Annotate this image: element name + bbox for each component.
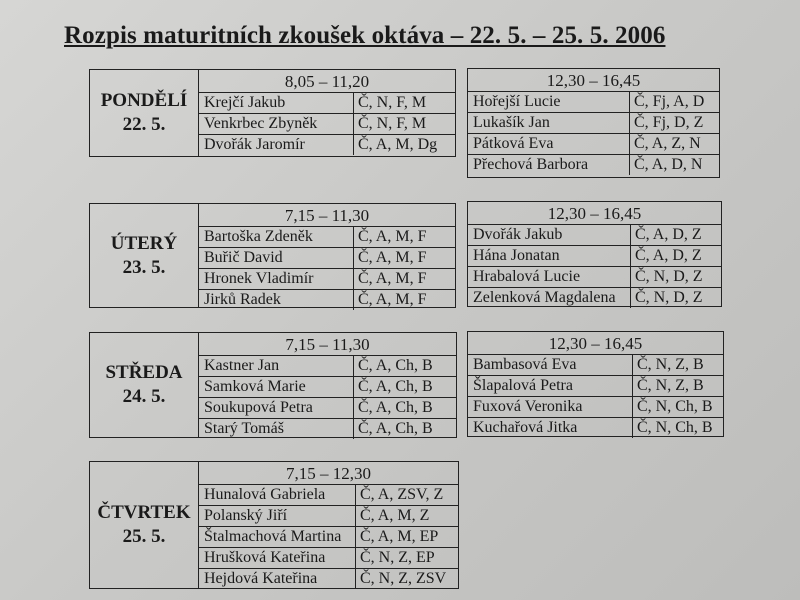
student-name: Hrušková Kateřina	[199, 548, 356, 568]
day-name: ÚTERÝ	[110, 232, 178, 254]
exam-subjects: Č, A, D, Z	[635, 226, 702, 243]
exam-subjects: Č, A, M, F	[358, 228, 427, 245]
table-row	[468, 287, 721, 308]
day-name: STŘEDA	[105, 362, 183, 383]
student-name: Bambasová Eva	[468, 355, 633, 375]
table-row	[199, 356, 456, 376]
student-name: Venkrbec Zbyněk	[199, 114, 354, 134]
table-row	[199, 113, 455, 134]
exam-subjects: Č, N, Z, B	[637, 377, 704, 394]
student-name: Lukašík Jan	[468, 113, 630, 133]
session-table-wednesday-pm	[467, 331, 724, 437]
exam-subjects: Č, N, Ch, B	[637, 398, 713, 415]
table-row	[199, 247, 455, 268]
table-row	[468, 154, 719, 175]
student-name: Pátková Eva	[468, 134, 630, 154]
session-table-tuesday-am	[198, 203, 456, 308]
exam-subjects: Č, Fj, A, D	[634, 93, 705, 110]
student-name: Štalmachová Martina	[199, 527, 356, 547]
table-row	[468, 375, 723, 396]
student-name: Soukupová Petra	[199, 398, 354, 418]
student-name: Přechová Barbora	[468, 155, 630, 175]
day-date: 22. 5.	[122, 114, 166, 135]
table-row	[199, 397, 456, 418]
table-row	[199, 505, 458, 526]
exam-subjects: Č, A, M, EP	[360, 528, 439, 545]
session-table-tuesday-pm	[467, 201, 722, 307]
day-name: PONDĚLÍ	[100, 90, 188, 111]
exam-subjects: Č, A, D, Z	[635, 247, 702, 264]
session-time: 7,15 – 11,30	[199, 333, 456, 356]
day-date: 23. 5.	[122, 256, 166, 278]
day-date: 24. 5.	[122, 386, 166, 407]
session-time: 12,30 – 16,45	[468, 69, 719, 92]
exam-subjects: Č, N, Ch, B	[637, 419, 713, 436]
table-row	[199, 289, 455, 310]
exam-subjects: Č, N, F, M	[358, 115, 427, 132]
student-name: Dvořák Jakub	[468, 225, 631, 245]
table-row	[199, 268, 455, 289]
session-time: 7,15 – 12,30	[199, 462, 458, 485]
exam-subjects: Č, A, Ch, B	[358, 378, 433, 395]
student-name: Buřič David	[199, 248, 354, 268]
student-name: Dvořák Jaromír	[199, 135, 354, 155]
exam-subjects: Č, N, Z, B	[637, 356, 704, 373]
table-row	[468, 92, 719, 112]
table-row	[468, 355, 723, 375]
student-name: Kuchařová Jitka	[468, 418, 633, 438]
exam-subjects: Č, A, ZSV, Z	[360, 486, 444, 503]
table-row	[199, 227, 455, 247]
exam-subjects: Č, N, D, Z	[635, 268, 703, 285]
table-row	[199, 134, 455, 155]
student-name: Hronek Vladimír	[199, 269, 354, 289]
day-date: 25. 5.	[122, 526, 166, 547]
session-time: 12,30 – 16,45	[468, 202, 721, 225]
exam-subjects: Č, A, M, Dg	[358, 136, 438, 153]
session-table-monday-am	[198, 69, 456, 157]
table-row	[468, 266, 721, 287]
student-name: Kastner Jan	[199, 356, 354, 376]
session-time: 12,30 – 16,45	[468, 332, 723, 355]
exam-subjects: Č, A, Ch, B	[358, 357, 433, 374]
exam-subjects: Č, N, F, M	[358, 94, 427, 111]
table-row	[468, 245, 721, 266]
table-row	[199, 547, 458, 568]
table-row	[199, 418, 456, 439]
exam-subjects: Č, A, D, N	[634, 156, 703, 173]
day-cell-wednesday	[89, 332, 199, 438]
student-name: Hána Jonatan	[468, 246, 631, 266]
student-name: Samková Marie	[199, 377, 354, 397]
session-table-wednesday-am	[198, 332, 457, 438]
exam-subjects: Č, A, M, F	[358, 270, 427, 287]
exam-subjects: Č, A, M, F	[358, 249, 427, 266]
exam-subjects: Č, A, Ch, B	[358, 399, 433, 416]
student-name: Starý Tomáš	[199, 419, 354, 439]
exam-subjects: Č, A, M, Z	[360, 507, 430, 524]
table-row	[468, 225, 721, 245]
exam-subjects: Č, N, Z, EP	[360, 549, 435, 566]
table-row	[468, 417, 723, 438]
student-name: Hunalová Gabriela	[199, 485, 356, 505]
page-title: Rozpis maturitních zkoušek oktáva – 22. 5. – 25. 5. 2006	[64, 22, 666, 49]
exam-subjects: Č, A, Ch, B	[358, 420, 433, 437]
exam-subjects: Č, A, M, F	[358, 291, 427, 308]
exam-subjects: Č, N, Z, ZSV	[360, 570, 447, 587]
student-name: Krejčí Jakub	[199, 93, 354, 113]
table-row	[199, 568, 458, 589]
day-cell-tuesday	[89, 203, 199, 308]
day-cell-thursday	[89, 461, 199, 589]
table-row	[199, 376, 456, 397]
table-row	[468, 396, 723, 417]
exam-subjects: Č, Fj, D, Z	[634, 114, 704, 131]
exam-subjects: Č, N, D, Z	[635, 289, 703, 306]
student-name: Hrabalová Lucie	[468, 267, 631, 287]
session-table-thursday-am	[198, 461, 459, 589]
student-name: Šlapalová Petra	[468, 376, 633, 396]
student-name: Fuxová Veronika	[468, 397, 633, 417]
session-table-monday-pm	[467, 68, 720, 178]
student-name: Jirků Radek	[199, 290, 354, 310]
student-name: Hejdová Kateřina	[199, 569, 356, 589]
student-name: Polanský Jiří	[199, 506, 356, 526]
student-name: Hořejší Lucie	[468, 92, 630, 112]
table-row	[468, 133, 719, 154]
table-row	[468, 112, 719, 133]
student-name: Bartoška Zdeněk	[199, 227, 354, 247]
student-name: Zelenková Magdalena	[468, 288, 631, 308]
day-name: ČTVRTEK	[97, 502, 191, 523]
day-cell-monday	[89, 69, 199, 157]
table-row	[199, 93, 455, 113]
session-time: 7,15 – 11,30	[199, 204, 455, 227]
table-row	[199, 526, 458, 547]
session-time: 8,05 – 11,20	[199, 70, 455, 93]
exam-subjects: Č, A, Z, N	[634, 135, 701, 152]
table-row	[199, 485, 458, 505]
